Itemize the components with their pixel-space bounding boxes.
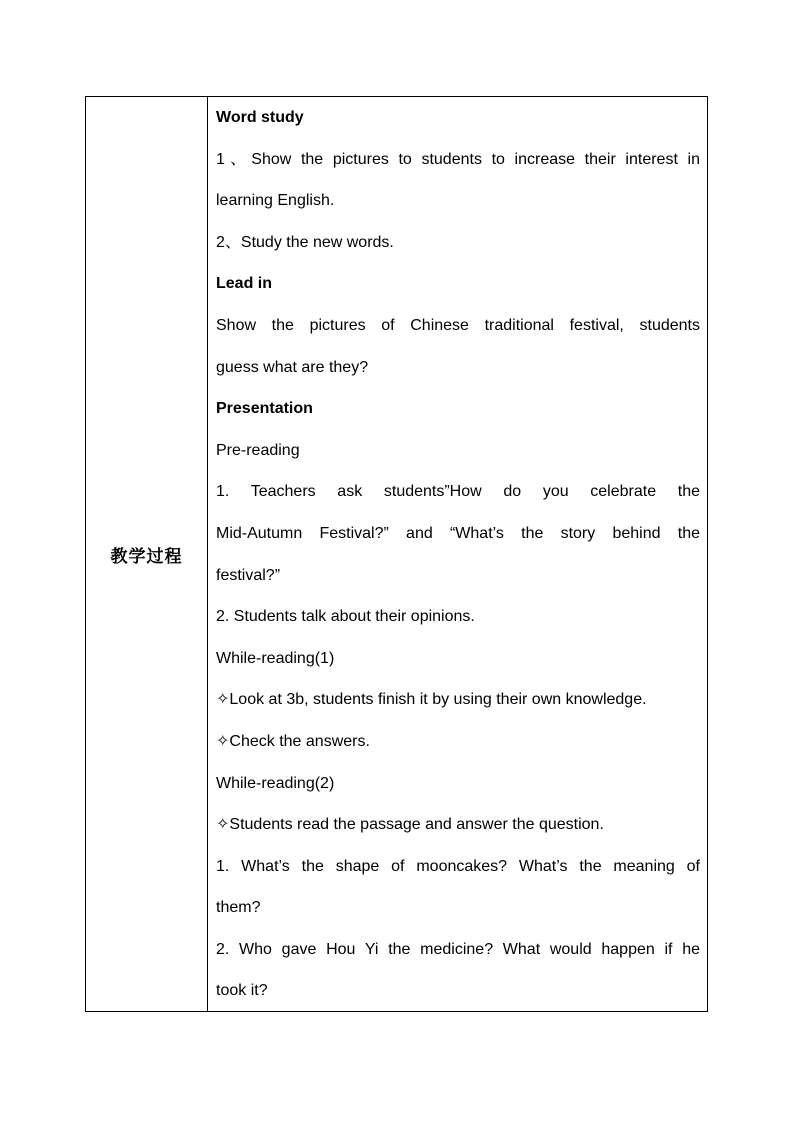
section-content-cell: [208, 97, 707, 1011]
content-line: festival?”: [216, 566, 281, 584]
content-line: While-reading(2): [216, 774, 335, 792]
content-line: 1、Show the pictures to students to increase their interest in: [216, 150, 700, 168]
content-line: ✧Check the answers.: [216, 732, 370, 750]
section-label: 教学过程: [110, 546, 183, 567]
content-line: 1. What’s the shape of mooncakes? What’s the meaning of: [216, 857, 700, 875]
section-heading: Presentation: [216, 400, 313, 418]
content-line: learning English.: [216, 192, 335, 210]
content-line: 2. Students talk about their opinions.: [216, 608, 475, 626]
section-heading: Lead in: [216, 275, 273, 293]
content-line: Show the pictures of Chinese traditional festival, students: [216, 316, 700, 334]
content-line: took it?: [216, 982, 268, 1000]
content-line: 2、Study the new words.: [216, 233, 394, 251]
content-line: 1. Teachers ask students”How do you celebrate the: [216, 483, 700, 501]
section-heading: Word study: [216, 109, 304, 126]
content-line: Pre-reading: [216, 441, 300, 459]
content-line: ✧Look at 3b, students finish it by using their own knowledge.: [216, 691, 647, 709]
content-line: guess what are they?: [216, 358, 369, 376]
content-line: ✧Students read the passage and answer the question.: [216, 816, 604, 834]
content-line: While-reading(1): [216, 649, 335, 667]
content-line: 2. Who gave Hou Yi the medicine? What would happen if he: [216, 940, 700, 958]
section-label-cell: [86, 97, 208, 1011]
lesson-plan-table: [85, 96, 708, 1012]
content-line: Mid-Autumn Festival?” and “What’s the story behind the: [216, 524, 700, 542]
content-line: them?: [216, 899, 261, 917]
